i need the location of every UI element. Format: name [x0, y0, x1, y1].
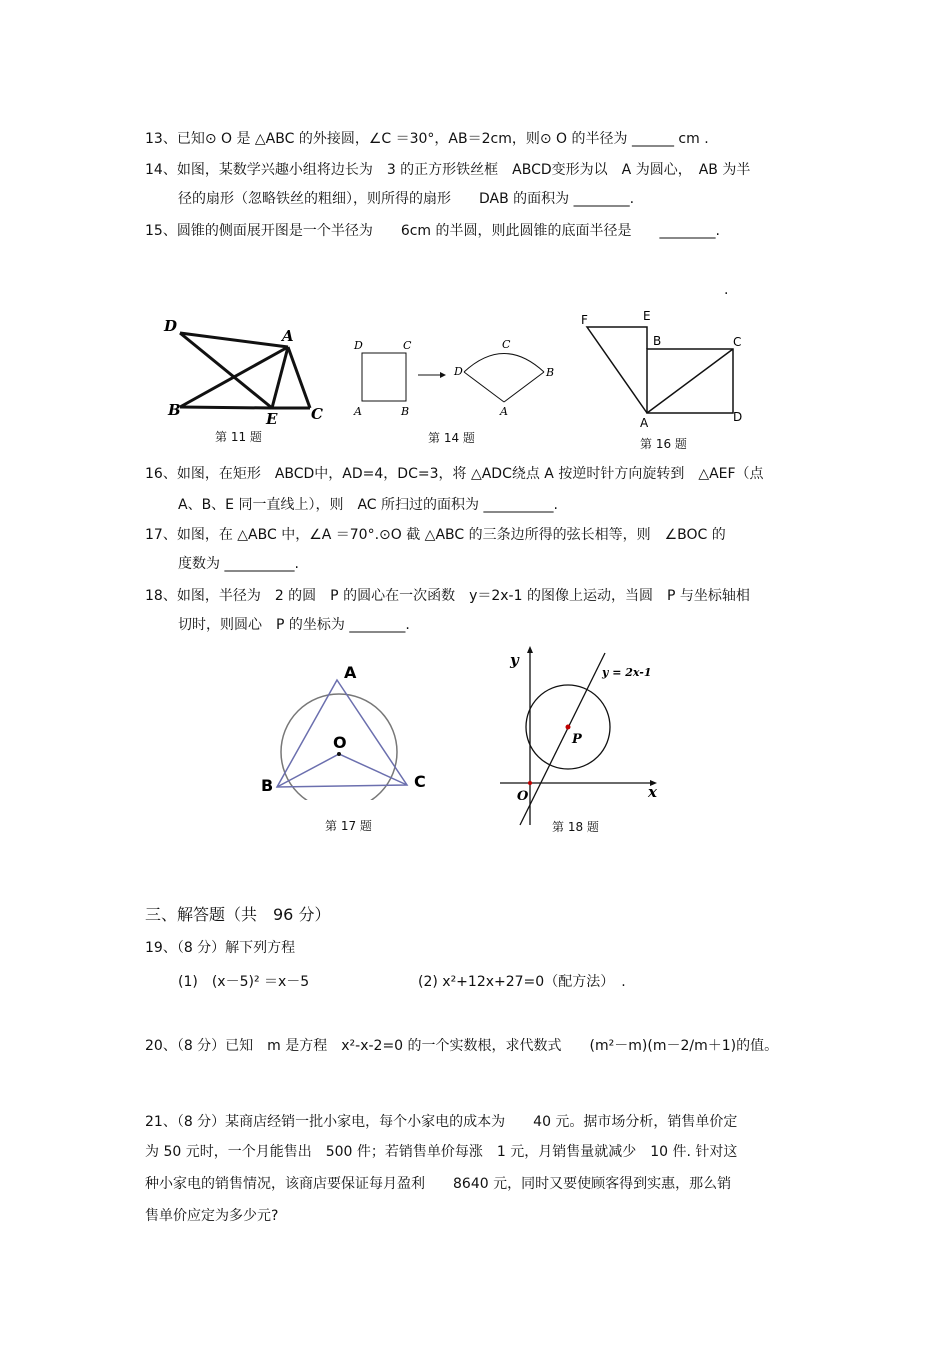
- fig14-arc: [464, 354, 544, 373]
- fig11-label-D: D: [164, 317, 178, 335]
- question-19: 19、（8 分）解下列方程: [145, 940, 296, 956]
- question-19-part1: (1) (x－5)² ＝x－5: [178, 974, 310, 990]
- fig16-label-E: E: [643, 309, 651, 323]
- fig14-radius-AD: [464, 372, 504, 402]
- figure-14: [350, 335, 560, 425]
- fig16-label-F: F: [581, 313, 588, 327]
- fig14-label-B: B: [401, 405, 410, 418]
- question-21-line2: 为 50 元时，一个月能售出 500 件；若销售单价每涨 1 元，月销售量就减少 10 件. 针对这: [145, 1144, 738, 1160]
- fig14-sector-label-C: C: [502, 338, 511, 351]
- caption-fig14: 第 14 题: [428, 431, 475, 445]
- fig17-angle-BOC: [277, 754, 407, 787]
- fig11-label-A: A: [282, 327, 294, 345]
- fig16-triangle-AEF: [587, 327, 647, 413]
- figure-17: [255, 660, 435, 800]
- question-20: 20、（8 分）已知 m 是方程 x²-x-2=0 的一个实数根，求代数式 (m²－m)(m－2/m＋1)的值。: [145, 1038, 779, 1054]
- question-16-line1: 16、如图，在矩形 ABCD中，AD=4，DC=3，将 △ADC绕点 A 按逆时针方向旋转到 △AEF（点: [145, 466, 764, 482]
- fig16-label-B: B: [653, 334, 662, 348]
- fig17-center-dot: [337, 752, 341, 756]
- fig11-label-E: E: [266, 410, 278, 428]
- figure-11: [160, 315, 340, 430]
- question-15: 15、圆锥的侧面展开图是一个半径为 6cm 的半圆，则此圆锥的底面半径是 ________.: [145, 223, 720, 239]
- fig18-line: [520, 653, 605, 825]
- fig14-square: [362, 353, 406, 401]
- fig14-radius-AB: [504, 372, 544, 402]
- fig17-label-B: B: [261, 776, 274, 795]
- caption-fig18: 第 18 题: [552, 820, 599, 834]
- fig14-sector-label-A: A: [500, 405, 508, 418]
- fig16-diagonal-AC: [647, 349, 733, 413]
- fig14-arrowhead: [440, 372, 446, 378]
- question-18-line1: 18、如图，半径为 2 的圆 P 的圆心在一次函数 y＝2x-1 的图像上运动，当圆 P 与坐标轴相: [145, 588, 750, 604]
- figure-18: [500, 645, 680, 830]
- fig14-label-C: C: [403, 339, 412, 352]
- question-17-line1: 17、如图，在 △ABC 中，∠A ＝70°.⊙O 截 △ABC 的三条边所得的弦长相等，则 ∠BOC 的: [145, 527, 726, 543]
- question-21-line1: 21、（8 分）某商店经销一批小家电，每个小家电的成本为 40 元。据市场分析，销售单价定: [145, 1114, 738, 1130]
- fig17-label-O: O: [333, 733, 347, 752]
- fig16-label-A: A: [640, 416, 649, 430]
- caption-fig11: 第 11 题: [215, 430, 262, 444]
- fig18-center-P: [566, 725, 571, 730]
- question-21-line4: 售单价应定为多少元?: [145, 1208, 279, 1224]
- fig18-line-label: y = 2x-1: [602, 666, 652, 679]
- question-19-part2: (2) x²+12x+27=0（配方法） .: [418, 974, 626, 990]
- fig16-label-D: D: [733, 410, 743, 424]
- question-13: 13、已知⊙ O 是 △ABC 的外接圆，∠C ＝30°，AB＝2cm，则⊙ O 的半径为 ______ cm .: [145, 131, 709, 147]
- fig16-label-C: C: [733, 335, 742, 349]
- fig17-label-A: A: [344, 663, 357, 682]
- fig17-label-C: C: [414, 772, 426, 791]
- question-18-line2: 切时，则圆心 P 的坐标为 ________.: [178, 617, 410, 633]
- question-21-line3: 种小家电的销售情况，该商店要保证每月盈利 8640 元，同时又要使顾客得到实惠，那么销: [145, 1176, 732, 1192]
- figure-16: [575, 305, 755, 430]
- fig14-sector-label-B: B: [546, 366, 555, 379]
- section-3-heading: 三、解答题（共 96 分）: [145, 905, 331, 924]
- fig11-edge-BA: [180, 347, 288, 407]
- fig11-edge-AC: [288, 347, 310, 408]
- question-17-line2: 度数为 __________.: [178, 556, 299, 572]
- fig11-edge-BE: [180, 407, 272, 408]
- question-16-line2: A、B、E 同一直线上），则 AC 所扫过的面积为 __________.: [178, 497, 558, 513]
- fig18-label-x: x: [648, 783, 657, 801]
- fig18-label-y: y: [510, 651, 519, 669]
- question-14-line2: 径的扇形（忽略铁丝的粗细），则所得的扇形 DAB 的面积为 ________.: [178, 191, 635, 207]
- caption-fig17: 第 17 题: [325, 819, 372, 833]
- fig14-sector-label-D: D: [454, 365, 463, 378]
- fig11-label-C: C: [311, 405, 323, 423]
- fig18-label-P: P: [572, 732, 582, 747]
- fig18-label-O: O: [517, 789, 529, 804]
- fig14-label-A: A: [354, 405, 362, 418]
- fig18-origin-dot: [528, 781, 532, 785]
- caption-fig16: 第 16 题: [640, 437, 687, 451]
- fig14-label-D: D: [354, 339, 363, 352]
- question-14-line1: 14、如图，某数学兴趣小组将边长为 3 的正方形铁丝框 ABCD变形为以 A 为圆心， AB 为半: [145, 162, 751, 178]
- stray-dot: .: [724, 282, 729, 298]
- fig11-label-B: B: [168, 401, 181, 419]
- fig18-y-arrow: [527, 646, 533, 653]
